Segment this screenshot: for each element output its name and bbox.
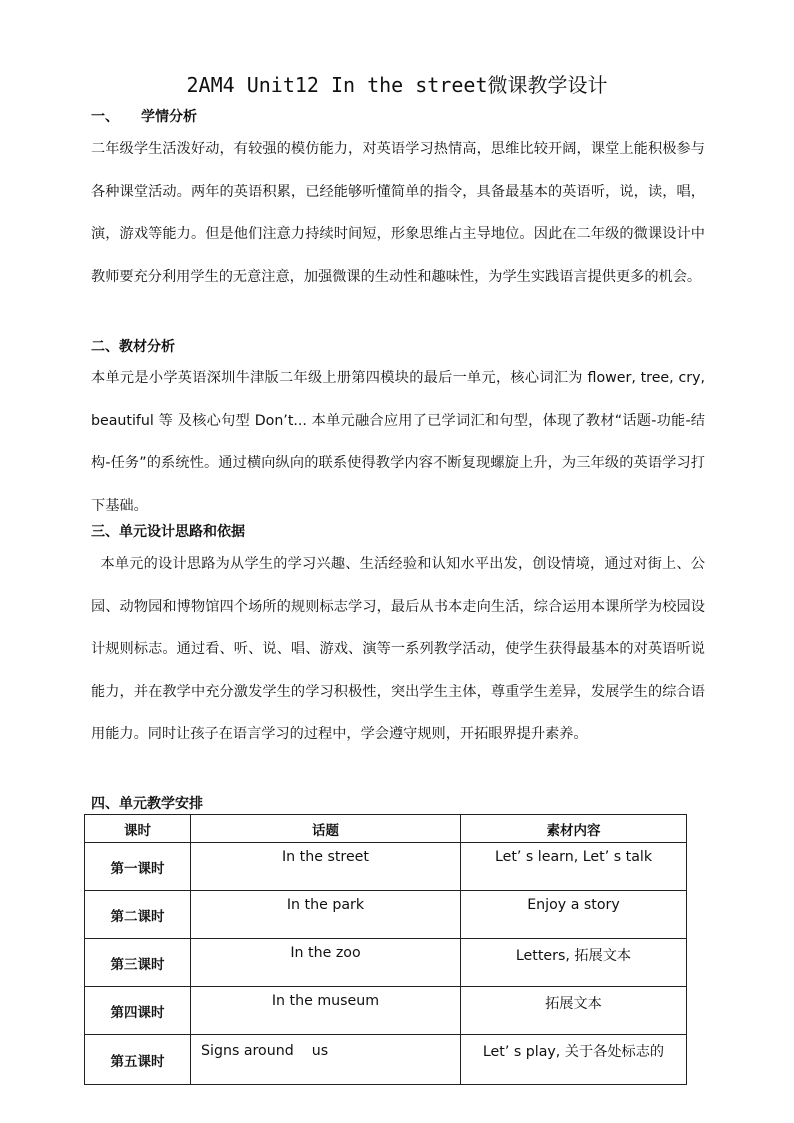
header-material: 素材内容 — [461, 815, 687, 843]
section-body-1: 二年级学生活泼好动，有较强的模仿能力，对英语学习热情高，思维比较开阔，课堂上能积极参与各种课堂活动。两年的英语积累，已经能够听懂简单的指令，具备最基本的英语听，说，读，唱，演，游戏等能力。但是他们注意力持续时间短，形象思维占主导地位。因此在二年级的微课设计中教师要充分利用学生的无意注意，加强微课的生动性和趣味性，为学生实践语言提供更多的机会。 — [91, 141, 705, 285]
cell-lesson: 第一课时 — [85, 843, 191, 891]
table-header-row — [85, 815, 687, 843]
title-latin: 2AM4 Unit12 In the street — [186, 73, 488, 97]
section-body-2: 本单元是小学英语深圳牛津版二年级上册第四模块的最后一单元，核心词汇为 flower, tree, cry, beautiful 等 及核心句型 Don’t... 本单元融合应用了已学词汇和句型，体现了教材“话题-功能-结构-任务”的系统性。通过横向纵向的联系使得教学内容不断复现螺旋上升，为三年级的英语学习打下基础。 — [91, 370, 705, 514]
section-number: 一、 — [91, 109, 119, 125]
document-title — [0, 70, 794, 100]
section-heading-1 — [91, 107, 197, 127]
section-heading-3 — [91, 522, 245, 542]
header-lesson: 课时 — [85, 815, 191, 843]
section-heading-2 — [91, 337, 175, 357]
lesson-plan-table — [84, 814, 687, 1085]
table-row — [85, 1035, 687, 1085]
cell-lesson: 第四课时 — [85, 987, 191, 1035]
section-number: 四、 — [91, 796, 119, 812]
cell-material: Enjoy a story — [461, 891, 687, 939]
section-number: 三、 — [91, 524, 119, 540]
cell-topic: Signs around us — [191, 1035, 461, 1085]
section-title: 单元设计思路和依据 — [119, 524, 245, 540]
cell-material: Let’ s play, 关于各处标志的 — [461, 1035, 687, 1085]
cell-topic: In the street — [191, 843, 461, 891]
table-row — [85, 939, 687, 987]
cell-material: Letters, 拓展文本 — [461, 939, 687, 987]
section-title: 教材分析 — [119, 339, 175, 355]
table-row — [85, 891, 687, 939]
section-heading-4 — [91, 794, 203, 814]
cell-lesson: 第五课时 — [85, 1035, 191, 1085]
table-row — [85, 843, 687, 891]
section-body-3: 本单元的设计思路为从学生的学习兴趣、生活经验和认知水平出发，创设情境，通过对街上、公园、动物园和博物馆四个场所的规则标志学习，最后从书本走向生活，综合运用本课所学为校园设计规则标志。通过看、听、说、唱、游戏、演等一系列教学活动，使学生获得最基本的对英语听说能力，并在教学中充分激发学生的学习积极性，突出学生主体，尊重学生差异，发展学生的综合语用能力。同时让孩子在语言学习的过程中，学会遵守规则，开拓眼界提升素养。 — [91, 556, 705, 742]
cell-material: 拓展文本 — [461, 987, 687, 1035]
cell-topic: In the park — [191, 891, 461, 939]
table-row — [85, 987, 687, 1035]
cell-topic: In the zoo — [191, 939, 461, 987]
cell-lesson: 第二课时 — [85, 891, 191, 939]
title-zh: 微课教学设计 — [487, 73, 608, 97]
section-title: 学情分析 — [141, 109, 197, 125]
cell-topic: In the museum — [191, 987, 461, 1035]
section-number: 二、 — [91, 339, 119, 355]
section-title: 单元教学安排 — [119, 796, 203, 812]
cell-lesson: 第三课时 — [85, 939, 191, 987]
header-topic: 话题 — [191, 815, 461, 843]
cell-material: Let’ s learn, Let’ s talk — [461, 843, 687, 891]
